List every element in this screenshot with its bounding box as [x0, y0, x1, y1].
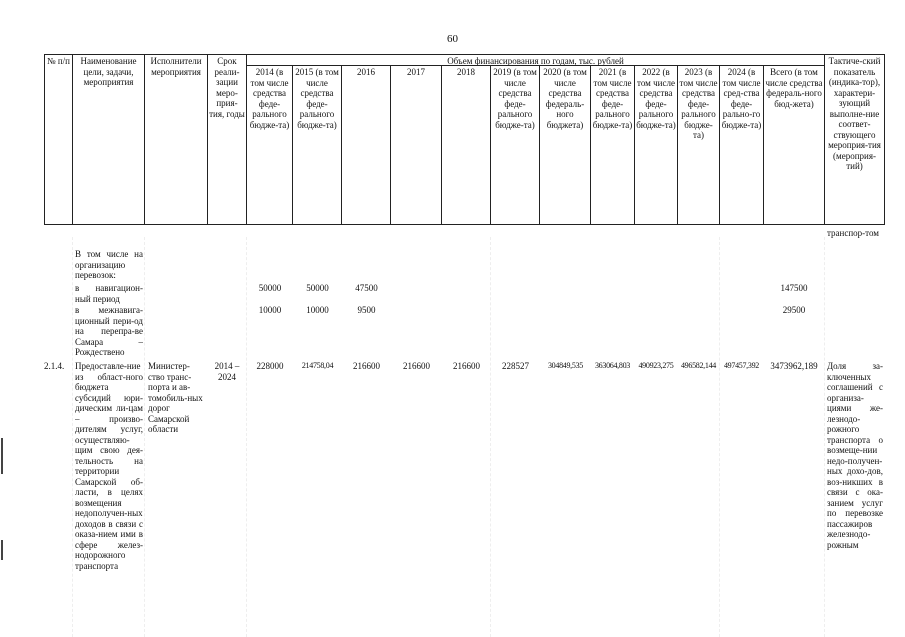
main-row-2018: 216600: [453, 361, 480, 371]
internav-row-name: в межнавига-ционный пери-од на перепра-ве Самара – Рождествено: [75, 305, 143, 357]
header-num: № п/п: [44, 54, 73, 225]
header-financing: Объем финансирования по годам, тыс. рублей: [246, 54, 825, 66]
internav-row-2016: 9500: [357, 305, 376, 315]
header-year-2020: 2020 (в том числе средства федераль-ного бюджета): [539, 65, 591, 225]
nav-row-total: 147500: [780, 283, 808, 293]
main-row-2023: 496582,144: [680, 361, 716, 370]
header-year-2019: 2019 (в том числе средства феде-рального бюдже-та): [490, 65, 540, 225]
header-executors: Исполнители мероприятия: [144, 54, 208, 225]
main-row-name: Предоставле-ние из област-ного бюджета субсидий юри-дическим ли-цам – произво-дителям услуг, осуществляю-щим свою дея-тельность на территории Самарской об-ласти, в целях возмещения недополучен-ных доходов в связи с оказа-нием ими в сфере желез-нодорожного транспорта: [75, 361, 143, 571]
indicator-carryover: транспор-том: [827, 228, 880, 238]
header-year-2023: 2023 (в том числе средства феде-рального бюдже-та): [677, 65, 720, 225]
main-row-2014: 228000: [256, 361, 284, 371]
header-year-2018: 2018: [441, 65, 491, 225]
main-row-executor: Министер-ство транс-порта и ав-томобиль-ных дорог Самарской области: [148, 361, 203, 434]
main-row-2017: 216600: [403, 361, 430, 371]
main-row-indicator: Доля за-ключенных соглашений с организа-циями же-лезнодо-рожного транспорта о возмеще-нии недо-получен-ных дохо-дов, воз-никших в связи с ока-занием услуг по перевозке пассажиров железнодо-рожным: [827, 361, 883, 550]
header-year-2015: 2015 (в том числе средства феде-рального бюдже-та): [292, 65, 342, 225]
nav-row-name: в навигацион-ный период: [75, 283, 143, 304]
header-year-2024: 2024 (в том числе сред-ства феде-рально-го бюдже-та): [719, 65, 764, 225]
main-row-2020: 304849,535: [547, 361, 583, 370]
header-indicator: Тактиче-ский показатель (индика-тор), характери-зующий выполне-ние соответ-ствующего мероприя-тия (мероприя-тий): [824, 54, 885, 225]
header-term: Срок реали-зации меро-прия-тия, годы: [207, 54, 247, 225]
header-year-2021: 2021 (в том числе средства феде-рального бюдже-та): [590, 65, 635, 225]
header-name: Наименование цели, задачи, мероприятия: [72, 54, 145, 225]
internav-row-2015: 10000: [306, 305, 329, 315]
main-row-2021: 363064,803: [594, 361, 630, 370]
header-total: Всего (в том числе средства федераль-ного бюд-жета): [763, 65, 825, 225]
main-row-term: 2014 – 2024: [214, 361, 240, 382]
header-year-2016: 2016: [341, 65, 391, 225]
header-year-2014: 2014 (в том числе средства феде-рального бюдже-та): [246, 65, 293, 225]
main-row-2024: 497457,392: [723, 361, 759, 370]
main-row-2015: 214758,04: [301, 361, 334, 370]
internav-row-2014: 10000: [258, 305, 282, 315]
header-year-2017: 2017: [390, 65, 442, 225]
nav-row-2014: 50000: [258, 283, 282, 293]
nav-row-2015: 50000: [306, 283, 329, 293]
main-row-num: 2.1.4.: [44, 361, 65, 371]
internav-row-total: 29500: [782, 305, 806, 315]
intro-row-name: В том числе на организацию перевозок:: [75, 249, 143, 280]
main-row-2019: 228527: [502, 361, 529, 371]
header-year-2022: 2022 (в том числе средства феде-рального бюдже-та): [634, 65, 678, 225]
main-row-total: 3473962,189: [770, 361, 818, 371]
page-number: 60: [447, 33, 458, 45]
main-row-2022: 490923,275: [638, 361, 674, 370]
main-row-2016: 216600: [353, 361, 380, 371]
nav-row-2016: 47500: [355, 283, 378, 293]
